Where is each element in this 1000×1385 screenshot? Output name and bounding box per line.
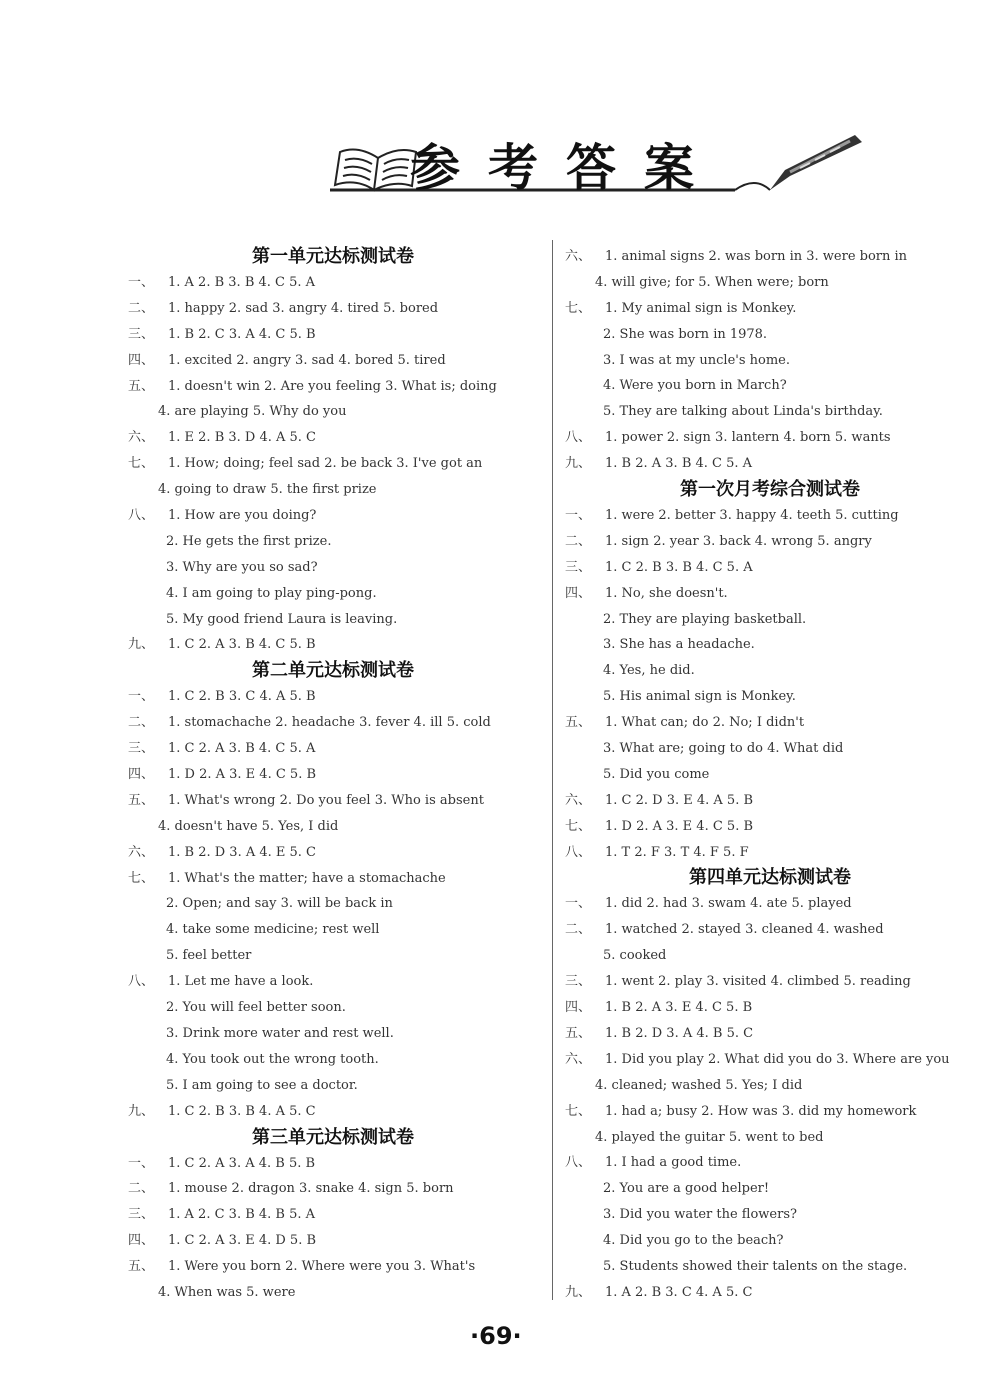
answer-line [128, 736, 538, 762]
left-column [128, 244, 538, 1306]
answer-line [565, 451, 975, 477]
answer-text: 2. He gets the first prize. [166, 533, 332, 549]
answer-line [128, 348, 538, 374]
answer-text: 1. Were you born 2. Where were you 3. What's [168, 1259, 476, 1275]
answer-text: 1. How; doing; feel sad 2. be back 3. I've got an [168, 456, 483, 472]
answer-text: 4. cleaned; washed 5. Yes; I did [595, 1077, 803, 1093]
question-number: 九、 [565, 456, 592, 472]
answer-line [565, 943, 975, 969]
answer-text: 1. A 2. B 3. C 4. A 5. C [605, 1284, 753, 1300]
question-number: 三、 [565, 974, 592, 990]
answer-line [565, 322, 975, 348]
question-number: 六、 [128, 844, 155, 860]
section-title: 第三单元达标测试卷 [252, 1126, 414, 1148]
answer-text: 4. played the guitar 5. went to bed [595, 1129, 824, 1145]
answer-text: 1. What's the matter; have a stomachache [168, 870, 446, 886]
answer-line [565, 1202, 975, 1228]
answer-line [565, 581, 975, 607]
answer-text: 3. Did you water the flowers? [603, 1207, 797, 1223]
answer-text: 1. C 2. A 3. B 4. C 5. B [168, 637, 316, 653]
section-title: 第一单元达标测试卷 [252, 246, 414, 267]
answer-line [565, 399, 975, 425]
answer-line [565, 1254, 975, 1280]
answer-line [128, 943, 538, 969]
answer-text: 1. C 2. D 3. E 4. A 5. B [605, 792, 754, 808]
question-number: 五、 [565, 715, 592, 731]
question-number: 六、 [128, 430, 155, 446]
answer-text: 1. D 2. A 3. E 4. C 5. B [168, 767, 317, 783]
answer-text: 1. E 2. B 3. D 4. A 5. C [168, 430, 317, 446]
question-number: 一、 [565, 508, 592, 524]
answer-text: 2. They are playing basketball. [603, 611, 807, 627]
answer-line [565, 658, 975, 684]
question-number: 五、 [128, 792, 155, 808]
answer-line [128, 270, 538, 296]
answer-line [128, 891, 538, 917]
question-number: 七、 [128, 456, 155, 472]
answer-line [128, 710, 538, 736]
answer-text: 1. How are you doing? [168, 508, 317, 524]
answer-text: 1. did 2. had 3. swam 4. ate 5. played [605, 896, 852, 912]
answer-line [565, 1280, 975, 1306]
answer-text: 4. doesn't have 5. Yes, I did [158, 818, 339, 834]
question-number: 一、 [128, 1155, 155, 1171]
answer-line [128, 607, 538, 633]
answer-line [128, 425, 538, 451]
answer-line [128, 529, 538, 555]
answer-line [128, 866, 538, 892]
answer-line [128, 788, 538, 814]
answer-text: 4. are playing 5. Why do you [158, 404, 347, 420]
answer-line [565, 762, 975, 788]
answer-text: 1. happy 2. sad 3. angry 4. tired 5. bored [168, 300, 439, 316]
answer-line [128, 684, 538, 710]
question-number: 四、 [565, 585, 592, 601]
answer-line [565, 425, 975, 451]
question-number: 四、 [128, 1233, 155, 1249]
question-number: 二、 [565, 922, 592, 938]
answer-text: 1. Did you play 2. What did you do 3. Where are you [605, 1051, 950, 1067]
answer-text: 1. animal signs 2. was born in 3. were born in [605, 249, 908, 264]
question-number: 三、 [128, 741, 155, 757]
answer-text: 1. watched 2. stayed 3. cleaned 4. washed [605, 922, 884, 938]
answer-text: 4. I am going to play ping-pong. [166, 585, 377, 601]
answer-line [565, 995, 975, 1021]
question-number: 三、 [565, 559, 592, 575]
answer-line [128, 399, 538, 425]
answer-line [128, 374, 538, 400]
question-number: 一、 [128, 689, 155, 705]
answer-text: 1. My animal sign is Monkey. [605, 300, 797, 316]
answer-text: 1. stomachache 2. headache 3. fever 4. ill 5. cold [168, 715, 491, 731]
answer-line [128, 1099, 538, 1125]
answer-text: 2. Open; and say 3. will be back in [166, 896, 393, 912]
right-column [565, 244, 975, 1306]
answer-text: 1. C 2. B 3. C 4. A 5. B [168, 689, 316, 705]
answer-text: 1. had a; busy 2. How was 3. did my homework [605, 1103, 917, 1119]
answer-text: 1. A 2. C 3. B 4. B 5. A [168, 1207, 316, 1223]
answer-text: 1. power 2. sign 3. lantern 4. born 5. wants [605, 430, 891, 446]
book-icon [335, 150, 416, 190]
answer-line [565, 270, 975, 296]
answer-line [565, 710, 975, 736]
question-number: 六、 [565, 792, 592, 808]
section-title: 第二单元达标测试卷 [252, 660, 414, 682]
answer-line [565, 1150, 975, 1176]
answer-line [128, 581, 538, 607]
answer-text: 1. D 2. A 3. E 4. C 5. B [605, 818, 754, 834]
answer-text: 4. You took out the wrong tooth. [166, 1051, 379, 1067]
answer-line [128, 1202, 538, 1228]
question-number: 七、 [565, 1103, 592, 1119]
answer-text: 3. What are; going to do 4. What did [603, 741, 844, 757]
answer-line [565, 348, 975, 374]
section-title: 第四单元达标测试卷 [689, 867, 851, 889]
answer-text: 4. When was 5. were [158, 1284, 296, 1300]
answer-text: 1. B 2. C 3. A 4. C 5. B [168, 326, 316, 342]
answer-text: 4. Did you go to the beach? [603, 1233, 784, 1249]
answer-text: 5. cooked [603, 948, 667, 964]
answer-line [128, 632, 538, 658]
answer-text: 1. C 2. A 3. A 4. B 5. B [168, 1155, 316, 1171]
question-number: 七、 [565, 300, 592, 316]
answer-text: 1. What can; do 2. No; I didn't [605, 715, 805, 731]
answer-line [565, 1125, 975, 1151]
answer-text: 2. She was born in 1978. [603, 326, 768, 342]
answer-line [128, 1254, 538, 1280]
question-number: 一、 [565, 896, 592, 912]
question-number: 五、 [128, 378, 155, 394]
answer-line [128, 1047, 538, 1073]
section-title: 第一次月考综合测试卷 [680, 479, 860, 501]
question-number: 八、 [565, 430, 592, 446]
answer-line [565, 788, 975, 814]
answer-text: 5. They are talking about Linda's birthday. [603, 404, 883, 420]
answer-text: 5. Students showed their talents on the stage. [603, 1258, 908, 1274]
question-number: 八、 [128, 508, 155, 524]
answer-text: 1. B 2. D 3. A 4. E 5. C [168, 844, 317, 860]
answer-text: 4. Yes, he did. [603, 663, 695, 679]
answer-text: 4. take some medicine; rest well [166, 922, 380, 938]
answer-line [565, 917, 975, 943]
answer-line [128, 1073, 538, 1099]
question-number: 三、 [128, 1207, 155, 1223]
answer-text: 1. T 2. F 3. T 4. F 5. F [605, 844, 749, 860]
answer-text: 2. You are a good helper! [603, 1181, 770, 1197]
question-number: 二、 [128, 300, 155, 316]
question-number: 六、 [565, 249, 592, 264]
answer-line [128, 1280, 538, 1306]
answer-text: 1. No, she doesn't. [605, 585, 728, 601]
answer-line [565, 1099, 975, 1125]
answer-text: 1. mouse 2. dragon 3. snake 4. sign 5. born [168, 1181, 454, 1197]
answer-line [128, 322, 538, 348]
answer-text: 1. C 2. A 3. E 4. D 5. B [168, 1233, 317, 1249]
answer-line [128, 296, 538, 322]
answer-line [128, 969, 538, 995]
page-header [0, 0, 1000, 200]
answer-text: 5. I am going to see a doctor. [166, 1077, 358, 1093]
answer-line [128, 917, 538, 943]
question-number: 八、 [565, 844, 592, 860]
page-title: 参考答案 [410, 139, 722, 197]
question-number: 四、 [128, 767, 155, 783]
answer-line [565, 814, 975, 840]
answer-line [565, 684, 975, 710]
answer-text: 5. feel better [166, 948, 252, 964]
answer-line [128, 477, 538, 503]
answer-line [128, 814, 538, 840]
question-number: 九、 [128, 1103, 155, 1119]
question-number: 八、 [128, 974, 155, 990]
answer-line [128, 1021, 538, 1047]
answer-line [565, 632, 975, 658]
answer-text: 1. B 2. A 3. E 4. C 5. B [605, 1000, 753, 1016]
answer-line [565, 555, 975, 581]
answer-text: 1. went 2. play 3. visited 4. climbed 5. reading [605, 974, 911, 990]
answer-text: 5. His animal sign is Monkey. [603, 689, 796, 705]
answer-line [128, 451, 538, 477]
answer-line [565, 244, 975, 270]
question-number: 九、 [128, 637, 155, 653]
answer-line [128, 1228, 538, 1254]
answer-line [565, 1047, 975, 1073]
answer-text: 1. Let me have a look. [168, 974, 314, 990]
question-number: 二、 [565, 533, 592, 549]
page-number: ·69· [470, 1322, 522, 1350]
answer-text: 1. C 2. A 3. B 4. C 5. A [168, 741, 316, 757]
answer-text: 4. will give; for 5. When were; born [595, 274, 829, 290]
answer-line [128, 762, 538, 788]
answer-line [565, 373, 975, 399]
question-number: 二、 [128, 1181, 155, 1197]
answer-line [565, 1228, 975, 1254]
answer-line [128, 840, 538, 866]
answer-line [565, 736, 975, 762]
answer-line [128, 555, 538, 581]
question-number: 三、 [128, 326, 155, 342]
answer-text: 1. C 2. B 3. B 4. A 5. C [168, 1103, 316, 1119]
answer-text: 3. She has a headache. [603, 637, 755, 653]
column-divider [552, 240, 553, 1300]
answer-line [565, 296, 975, 322]
answer-line [565, 529, 975, 555]
answer-line [565, 840, 975, 866]
answer-line [128, 995, 538, 1021]
question-number: 五、 [565, 1025, 592, 1041]
question-number: 七、 [565, 818, 592, 834]
question-number: 八、 [565, 1155, 592, 1171]
answer-text: 4. going to draw 5. the first prize [158, 482, 377, 498]
answer-line [128, 1176, 538, 1202]
answer-text: 1. excited 2. angry 3. sad 4. bored 5. tired [168, 352, 446, 368]
question-number: 五、 [128, 1259, 155, 1275]
answer-text: 2. You will feel better soon. [166, 1000, 346, 1016]
question-number: 四、 [128, 352, 155, 368]
answer-text: 1. B 2. A 3. B 4. C 5. A [605, 456, 753, 472]
question-number: 一、 [128, 275, 155, 290]
answer-text: 4. Were you born in March? [603, 378, 787, 394]
answer-text: 5. Did you come [603, 766, 710, 782]
pen-icon [770, 135, 862, 190]
answer-text: 1. B 2. D 3. A 4. B 5. C [605, 1025, 754, 1041]
answer-text: 1. I had a good time. [605, 1155, 742, 1171]
answer-line [128, 503, 538, 529]
answer-line [565, 503, 975, 529]
answer-line [565, 607, 975, 633]
answer-text: 5. My good friend Laura is leaving. [166, 611, 398, 627]
question-number: 四、 [565, 1000, 592, 1016]
answer-text: 3. Why are you so sad? [166, 559, 318, 575]
question-number: 二、 [128, 715, 155, 731]
answer-text: 3. I was at my uncle's home. [603, 352, 791, 368]
answer-text: 1. sign 2. year 3. back 4. wrong 5. angry [605, 533, 872, 549]
answer-line [565, 1021, 975, 1047]
answer-line [565, 891, 975, 917]
question-number: 六、 [565, 1051, 592, 1067]
answer-text: 1. doesn't win 2. Are you feeling 3. What is; doing [168, 378, 497, 394]
answer-text: 3. Drink more water and rest well. [166, 1025, 394, 1041]
answer-text: 1. C 2. B 3. B 4. C 5. A [605, 559, 753, 575]
answer-text: 1. were 2. better 3. happy 4. teeth 5. cutting [605, 508, 899, 524]
answer-line [565, 1176, 975, 1202]
answer-text: 1. A 2. B 3. B 4. C 5. A [168, 275, 316, 290]
answer-line [565, 969, 975, 995]
answer-line [128, 1151, 538, 1177]
answer-text: 1. What's wrong 2. Do you feel 3. Who is absent [168, 792, 484, 808]
question-number: 九、 [565, 1284, 592, 1300]
question-number: 七、 [128, 870, 155, 886]
answer-line [565, 1073, 975, 1099]
